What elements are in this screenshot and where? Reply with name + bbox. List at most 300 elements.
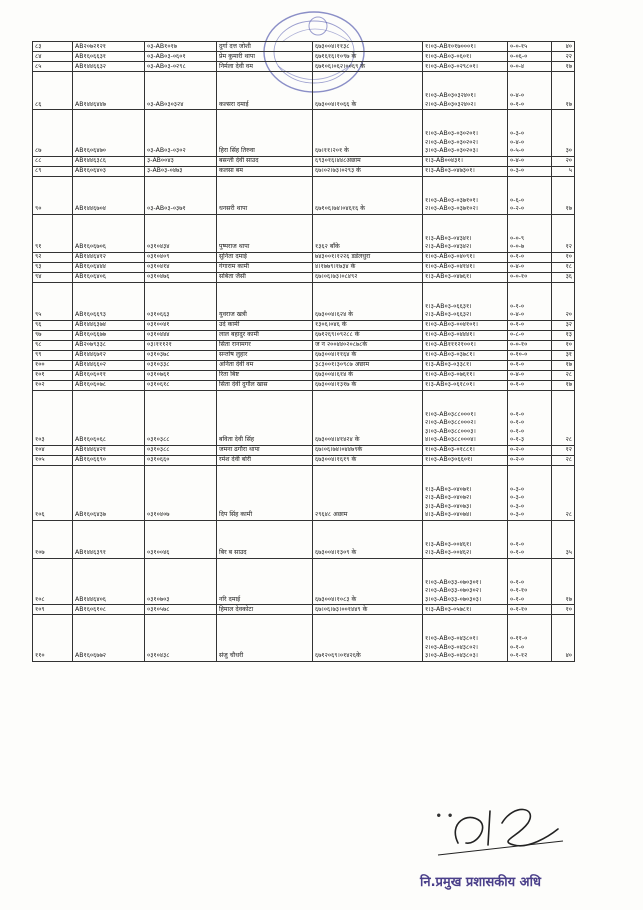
- name-cell: सिता रानामगर: [217, 340, 313, 350]
- registration-number-cell: AB१४४६६३२: [73, 62, 145, 72]
- account-cell: [423, 445, 508, 455]
- serial-number-cell: ९०: [33, 176, 73, 214]
- balance-line: ०-१-०: [510, 595, 525, 603]
- account-cell: [423, 282, 508, 320]
- serial-number-cell: ८३: [33, 42, 73, 52]
- account-line: १।०३-AB०३-००४१०१।: [425, 321, 479, 329]
- account-cell: [423, 110, 508, 157]
- registration-number-cell: AB२०७२१२१: [73, 42, 145, 52]
- citizenship-cell: ६७३००४।१०६६ के: [313, 72, 423, 110]
- balance-cell: [508, 110, 552, 157]
- account-cell: [423, 176, 508, 214]
- serial-number-cell: ९९: [33, 350, 73, 360]
- last-column-cell: २८: [552, 370, 575, 380]
- citizenship-cell: १३६२ बाँके: [313, 214, 423, 252]
- table-row: [33, 72, 575, 110]
- table-row: [33, 445, 575, 455]
- account-cell: [423, 520, 508, 558]
- name-cell: युवराज खत्री: [217, 282, 313, 320]
- last-column-cell: २८: [552, 390, 575, 445]
- account-cell: [423, 605, 508, 615]
- table-row: [33, 262, 575, 272]
- table-row: [33, 214, 575, 252]
- citizenship-cell: ४।१७७९।१७३४ के: [313, 262, 423, 272]
- balance-cell: [508, 340, 552, 350]
- last-column-cell: १२: [552, 445, 575, 455]
- balance-line: ०-२-०: [510, 205, 525, 213]
- account-line: १।०३-AB०३-०२९८०१।: [425, 62, 479, 70]
- citizenship-cell: ज न २००४४०२०८७८के: [313, 340, 423, 350]
- balance-cell: [508, 156, 552, 166]
- account-line: १।०३-AB०३३-०७०३०१।: [425, 578, 482, 586]
- table-row: [33, 350, 575, 360]
- registration-number-cell: AB१४४६३७४: [73, 320, 145, 330]
- table-row: [33, 62, 575, 72]
- serial-number-cell: ९५: [33, 282, 73, 320]
- account-line: १।०३-AB०३-०३७१०१।: [425, 196, 479, 204]
- serial-number-cell: ८४: [33, 52, 73, 62]
- last-column-cell: ५: [552, 166, 575, 176]
- registration-number-cell: AB१४४६४१२: [73, 252, 145, 262]
- registration-number-cell: AB१६०६७०६: [73, 214, 145, 252]
- signature-scribble: [418, 793, 568, 863]
- balance-line: ०-५-०: [510, 147, 525, 155]
- account-line: ४।०३-AB०३८८०००४।: [425, 436, 476, 444]
- balance-line: ०-०-४: [510, 62, 525, 70]
- citizenship-cell: ६७।०२।७३।०२९३ के: [313, 166, 423, 176]
- balance-line: ०-१-१०: [510, 587, 528, 595]
- balance-line: ०-३-०: [510, 485, 525, 493]
- balance-cell: [508, 176, 552, 214]
- account-line: १।०३-AB०३०३२४०१।: [425, 92, 476, 100]
- balance-line: ०-०-९: [510, 234, 525, 242]
- account-cell: [423, 390, 508, 445]
- citizenship-cell: ७४३००१।१२२६ डडेलधुरा: [313, 252, 423, 262]
- table-row: [33, 330, 575, 340]
- name-cell: हिरा सिंह तिरुवा: [217, 110, 313, 157]
- account-cell: [423, 455, 508, 465]
- citizenship-cell: ६७३००४।१६१९ के: [313, 455, 423, 465]
- table-row: [33, 176, 575, 214]
- registration-number-cell: AB१६०६४०३: [73, 166, 145, 176]
- balance-line: ०-१-०: [510, 578, 525, 586]
- last-column-cell: २०: [552, 156, 575, 166]
- registration-number-cell: AB२०७९३३८: [73, 340, 145, 350]
- serial-number-cell: १००: [33, 360, 73, 370]
- last-column-cell: १३: [552, 330, 575, 340]
- balance-line: ०-१-०: [510, 321, 525, 329]
- table-row: [33, 360, 575, 370]
- account-line: ३।३-AB०३-०४०७३।: [425, 502, 472, 510]
- name-cell: बसन्ती देवी साउद: [217, 156, 313, 166]
- balance-cell: [508, 350, 552, 360]
- code-cell: ०३१००४६: [145, 520, 217, 558]
- registration-number-cell: AB१६०६४३७: [73, 465, 145, 520]
- balance-line: ०-३-०: [510, 167, 525, 175]
- account-line: २।३-AB०३-०६६३२।: [425, 311, 472, 319]
- account-line: १।०३-AB०३०६६०१।: [425, 456, 473, 464]
- account-line: १।०३-AB०३-०६०१।: [425, 52, 472, 60]
- citizenship-cell: ६९३०१६।४४८अछाम: [313, 156, 423, 166]
- balance-cell: [508, 615, 552, 662]
- balance-cell: [508, 320, 552, 330]
- registration-number-cell: AB१६०६०११: [73, 370, 145, 380]
- code-cell: ०३-AB०३-०२९८: [145, 62, 217, 72]
- code-cell: ०३१०६६०: [145, 455, 217, 465]
- account-line: २।३-AB०३-०४३४२।: [425, 243, 472, 251]
- table-row: [33, 340, 575, 350]
- table-row: [33, 465, 575, 520]
- last-column-cell: १०: [552, 252, 575, 262]
- name-cell: जमना ढगौरा थापा: [217, 445, 313, 455]
- balance-cell: [508, 380, 552, 390]
- serial-number-cell: १०५: [33, 455, 73, 465]
- account-line: १।३-AB०३-०४०७१।: [425, 485, 472, 493]
- balance-line: ०-४-०: [510, 92, 525, 100]
- code-cell: ०३१०४४४: [145, 330, 217, 340]
- account-line: १।३-AB०३-०४७६१।: [425, 273, 472, 281]
- table-row: [33, 320, 575, 330]
- account-line: २।०३-AB०३८८०००२।: [425, 419, 476, 427]
- last-column-cell: ४०: [552, 615, 575, 662]
- balance-cell: [508, 445, 552, 455]
- code-cell: ३-AB०३-०४७३: [145, 166, 217, 176]
- code-cell: ०३१०७०३: [145, 558, 217, 605]
- last-column-cell: ३५: [552, 520, 575, 558]
- table-row: [33, 520, 575, 558]
- registration-number-cell: AB१४४६४४७: [73, 72, 145, 110]
- code-cell: ०३१०३८८: [145, 390, 217, 445]
- account-line: १।३-AB०३-०६६३१।: [425, 302, 472, 310]
- serial-number-cell: ८९: [33, 166, 73, 176]
- last-column-cell: २८: [552, 455, 575, 465]
- account-cell: [423, 62, 508, 72]
- serial-number-cell: ८५: [33, 62, 73, 72]
- name-cell: नरि दमाई: [217, 558, 313, 605]
- citizenship-cell: ६७३००४।१३१७ के: [313, 380, 423, 390]
- account-line: १।३-AB००४३१।: [425, 157, 463, 165]
- citizenship-cell: ६७।११।२०१ के: [313, 110, 423, 157]
- account-cell: [423, 52, 508, 62]
- code-cell: ०३१०३७८: [145, 350, 217, 360]
- serial-number-cell: ११०: [33, 615, 73, 662]
- account-line: १।३-AB०३-०४३४१।: [425, 234, 472, 242]
- account-line: ३।०३-AB०३-०४३८०३।: [425, 652, 479, 660]
- name-cell: प्रेम कुमारी थापा: [217, 52, 313, 62]
- balance-line: ०-६-०: [510, 196, 525, 204]
- account-line: ३।०३-AB०३८८०००३।: [425, 427, 476, 435]
- account-line: १।३-AB०३-०६१८०१।: [425, 381, 475, 389]
- serial-number-cell: १०४: [33, 445, 73, 455]
- citizenship-cell: ६७।०६।७४।०४४७९के: [313, 445, 423, 455]
- table-row: [33, 455, 575, 465]
- registration-number-cell: AB१६०६४७०: [73, 110, 145, 157]
- balance-line: ०-१-०: [510, 361, 525, 369]
- registration-number-cell: AB१६०६६३१: [73, 52, 145, 62]
- account-line: १।०३-AB०३-०४१४१।: [425, 263, 475, 271]
- balance-line: ०-३-०: [510, 494, 525, 502]
- table-row: [33, 282, 575, 320]
- code-cell: ०३१०६६३: [145, 282, 217, 320]
- account-line: १।०३-AB०३-०३७८१।: [425, 351, 475, 359]
- name-cell: सबिता जैसी: [217, 272, 313, 282]
- balance-cell: [508, 262, 552, 272]
- code-cell: ०३१०४३८: [145, 615, 217, 662]
- citizenship-cell: ६७३००४।१०८३ के: [313, 558, 423, 605]
- balance-line: ०-१-०: [510, 100, 525, 108]
- account-line: १।०३-AB०३-०३०२०१।: [425, 130, 479, 138]
- balance-line: ०-३-०: [510, 511, 525, 519]
- name-cell: धनसरी थापा: [217, 176, 313, 214]
- balance-cell: [508, 62, 552, 72]
- citizenship-cell: ६७१२०६९।०१४२६के: [313, 615, 423, 662]
- balance-line: ०-१-०: [510, 427, 525, 435]
- code-cell: ०३१०४०९: [145, 252, 217, 262]
- balance-line: ०-४-०: [510, 263, 525, 271]
- last-column-cell: ३१: [552, 350, 575, 360]
- account-line: १।०३-AB०३-०४०९१।: [425, 253, 475, 261]
- citizenship-cell: ६७१०६।७४।०४६१६ के: [313, 176, 423, 214]
- balance-cell: [508, 558, 552, 605]
- balance-cell: [508, 370, 552, 380]
- name-cell: सिता देवी दुगौल खास: [217, 380, 313, 390]
- registration-number-cell: AB१४४६३८६: [73, 156, 145, 166]
- code-cell: ०३-AB०३-०३०२: [145, 110, 217, 157]
- balance-line: ०-१-०: [510, 643, 525, 651]
- account-cell: [423, 370, 508, 380]
- name-cell: कलसा बम: [217, 166, 313, 176]
- serial-number-cell: १०७: [33, 520, 73, 558]
- serial-number-cell: १०८: [33, 558, 73, 605]
- account-line: २।०३-AB०३३-०७०३०२।: [425, 587, 482, 595]
- serial-number-cell: ९७: [33, 330, 73, 340]
- account-line: १।०३-AB०३-०७६११।: [425, 371, 475, 379]
- register-table: [32, 41, 575, 662]
- last-column-cell: ३०: [552, 110, 575, 157]
- balance-line: ०-४-०: [510, 157, 525, 165]
- table-row: [33, 42, 575, 52]
- code-cell: ०३१०४७६: [145, 272, 217, 282]
- last-column-cell: २८: [552, 465, 575, 520]
- serial-number-cell: १०६: [33, 465, 73, 520]
- last-column-cell: १०: [552, 340, 575, 350]
- code-cell: ०३१०४१४: [145, 262, 217, 272]
- balance-cell: [508, 214, 552, 252]
- registration-number-cell: AB१४४६४२१: [73, 445, 145, 455]
- code-cell: ०३१०५७८: [145, 605, 217, 615]
- serial-number-cell: ८७: [33, 110, 73, 157]
- last-column-cell: १०: [552, 605, 575, 615]
- balance-line: ०-४-०: [510, 371, 525, 379]
- balance-line: ०-०-७: [510, 243, 525, 251]
- table-row: [33, 558, 575, 605]
- registration-number-cell: AB१६०६७७२: [73, 615, 145, 662]
- signature-label: नि.प्रमुख प्रशासकीय अधि: [420, 875, 541, 890]
- citizenship-cell: ६७३००४।४१४२४ के: [313, 390, 423, 445]
- balance-cell: [508, 42, 552, 52]
- balance-line: ०-४-०: [510, 138, 525, 146]
- citizenship-cell: ६७१६१६।१०९७ के: [313, 52, 423, 62]
- registration-number-cell: AB१४४६६०२: [73, 360, 145, 370]
- balance-line: ०-३-०: [510, 130, 525, 138]
- signature-mark: ∙ ∙: [435, 808, 454, 822]
- registration-number-cell: AB१६०६१०८: [73, 605, 145, 615]
- last-column-cell: १७: [552, 72, 575, 110]
- account-line: २।०३-AB०३-०३७१०२।: [425, 205, 479, 213]
- account-line: १।०३-AB०३-०१८८१।: [425, 446, 475, 454]
- account-cell: [423, 272, 508, 282]
- balance-line: ०-१-०: [510, 549, 525, 557]
- account-line: १।०३-AB०३८८०००१।: [425, 410, 476, 418]
- account-line: १।०३-AB०३-०४४४१।: [425, 331, 475, 339]
- balance-line: ०-२-०: [510, 456, 525, 464]
- code-cell: ०३१०३८८: [145, 445, 217, 455]
- registration-number-cell: AB१४४६४०६: [73, 558, 145, 605]
- citizenship-cell: ६७।०६।७३।०८४९२: [313, 272, 423, 282]
- last-column-cell: १७: [552, 62, 575, 72]
- registration-number-cell: AB१४४६३९१: [73, 520, 145, 558]
- citizenship-cell: ६७३००४।१३०९ के: [313, 520, 423, 558]
- balance-cell: [508, 390, 552, 445]
- account-line: ३।०३-AB०३३-०७०३०३।: [425, 595, 482, 603]
- name-cell: दिप सिंह कामी: [217, 465, 313, 520]
- balance-cell: [508, 330, 552, 340]
- citizenship-cell: ६७३००४।६२४ के: [313, 282, 423, 320]
- citizenship-cell: ६७१०६।०६२।००६९ के: [313, 62, 423, 72]
- last-column-cell: ३६: [552, 272, 575, 282]
- name-cell: रिता बिष्ट: [217, 370, 313, 380]
- citizenship-cell: ६७३००४।६१४ के: [313, 370, 423, 380]
- code-cell: ०३१०४०७: [145, 465, 217, 520]
- account-cell: [423, 252, 508, 262]
- code-cell: ०३-AB०३०३२४: [145, 72, 217, 110]
- citizenship-cell: १३०६।०४६ के: [313, 320, 423, 330]
- last-column-cell: २२: [552, 52, 575, 62]
- table-row: [33, 110, 575, 157]
- serial-number-cell: १०३: [33, 390, 73, 445]
- balance-line: ०-०६-०: [510, 52, 528, 60]
- account-line: १।३-AB०३-०३३८१।: [425, 361, 472, 369]
- registration-number-cell: AB१६०६४०६: [73, 272, 145, 282]
- balance-line: ०-८-०: [510, 331, 525, 339]
- registration-number-cell: AB१६०६६९०: [73, 455, 145, 465]
- name-cell: अनिता देवी वम: [217, 360, 313, 370]
- table-row: [33, 615, 575, 662]
- last-column-cell: ४०: [552, 42, 575, 52]
- account-cell: [423, 262, 508, 272]
- balance-cell: [508, 605, 552, 615]
- account-cell: [423, 360, 508, 370]
- registration-number-cell: AB१६०६०७८: [73, 380, 145, 390]
- name-cell: पुष्पराज थापा: [217, 214, 313, 252]
- balance-line: ०-१-०: [510, 540, 525, 548]
- balance-line: ०-१-३: [510, 436, 525, 444]
- serial-number-cell: १०१: [33, 370, 73, 380]
- account-line: १।३-AB०३-०५७८१।: [425, 605, 472, 613]
- account-cell: [423, 350, 508, 360]
- serial-number-cell: ८६: [33, 72, 73, 110]
- registration-number-cell: AB१६०६६७७: [73, 330, 145, 340]
- account-cell: [423, 380, 508, 390]
- code-cell: ०३।१११२१: [145, 340, 217, 350]
- code-cell: ०३१०३३८: [145, 360, 217, 370]
- name-cell: उदे कामी: [217, 320, 313, 330]
- account-line: १।०३-AB१०१७०००१।: [425, 42, 476, 50]
- registration-number-cell: AB१६०६६९३: [73, 282, 145, 320]
- table-row: [33, 252, 575, 262]
- account-line: १।३-AB०३-००४६१।: [425, 540, 472, 548]
- account-line: २।०३-AB०३०३२४०२।: [425, 100, 476, 108]
- registration-number-cell: AB१४४६७१२: [73, 350, 145, 360]
- register-table-body: [33, 42, 575, 662]
- balance-cell: [508, 72, 552, 110]
- code-cell: ३-AB००४३: [145, 156, 217, 166]
- balance-line: ०-१-०: [510, 302, 525, 310]
- balance-line: ०-१-०: [510, 410, 525, 418]
- balance-line: ०-१०-०: [510, 351, 528, 359]
- code-cell: ०३१०७६१: [145, 370, 217, 380]
- code-cell: ०३१०६१८: [145, 380, 217, 390]
- name-cell: सन्तोष लुहार: [217, 350, 313, 360]
- citizenship-cell: ६७१२६९।०९२८८ के: [313, 330, 423, 340]
- account-cell: [423, 320, 508, 330]
- code-cell: ०३१००४१: [145, 320, 217, 330]
- account-cell: [423, 166, 508, 176]
- name-cell: संजु चौधरी: [217, 615, 313, 662]
- account-cell: [423, 330, 508, 340]
- serial-number-cell: ९८: [33, 340, 73, 350]
- account-line: ४।३-AB०३-०४०७४।: [425, 511, 472, 519]
- account-cell: [423, 558, 508, 605]
- balance-line: ०-१-१०: [510, 605, 528, 613]
- balance-line: ०-०-१५: [510, 42, 528, 50]
- registration-number-cell: AB१६०६०६८: [73, 390, 145, 445]
- account-cell: [423, 615, 508, 662]
- balance-cell: [508, 282, 552, 320]
- account-line: २।०३-AB०३-०३०२०२।: [425, 138, 479, 146]
- citizenship-cell: ३८३००१।३०९८७ अछाम: [313, 360, 423, 370]
- serial-number-cell: १०२: [33, 380, 73, 390]
- account-line: २।०३-AB०३-०४३८०२।: [425, 643, 479, 651]
- account-line: १।०३-AB१११२१००१।: [425, 341, 476, 349]
- balance-line: ०-०-१०: [510, 273, 528, 281]
- balance-line: ०-०-१०: [510, 341, 528, 349]
- table-row: [33, 272, 575, 282]
- account-cell: [423, 465, 508, 520]
- balance-cell: [508, 520, 552, 558]
- code-cell: ०३-AB०३-०३७१: [145, 176, 217, 214]
- name-cell: बविता देवी सिंह: [217, 390, 313, 445]
- serial-number-cell: ९४: [33, 272, 73, 282]
- citizenship-cell: ६७।०६।७३।००१४४९ के: [313, 605, 423, 615]
- serial-number-cell: ९२: [33, 252, 73, 262]
- account-line: १।०३-AB०३-०४३८०१।: [425, 635, 479, 643]
- balance-line: ०-१-०: [510, 253, 525, 261]
- account-cell: [423, 42, 508, 52]
- table-row: [33, 380, 575, 390]
- balance-line: ०-२-०: [510, 446, 525, 454]
- serial-number-cell: ९३: [33, 262, 73, 272]
- balance-cell: [508, 455, 552, 465]
- table-row: [33, 605, 575, 615]
- table-row: [33, 390, 575, 445]
- registration-number-cell: AB१४४६७०४: [73, 176, 145, 214]
- last-column-cell: ३२: [552, 320, 575, 330]
- last-column-cell: १७: [552, 558, 575, 605]
- balance-line: ०-१-०: [510, 381, 525, 389]
- balance-cell: [508, 465, 552, 520]
- balance-line: ०-३-०: [510, 502, 525, 510]
